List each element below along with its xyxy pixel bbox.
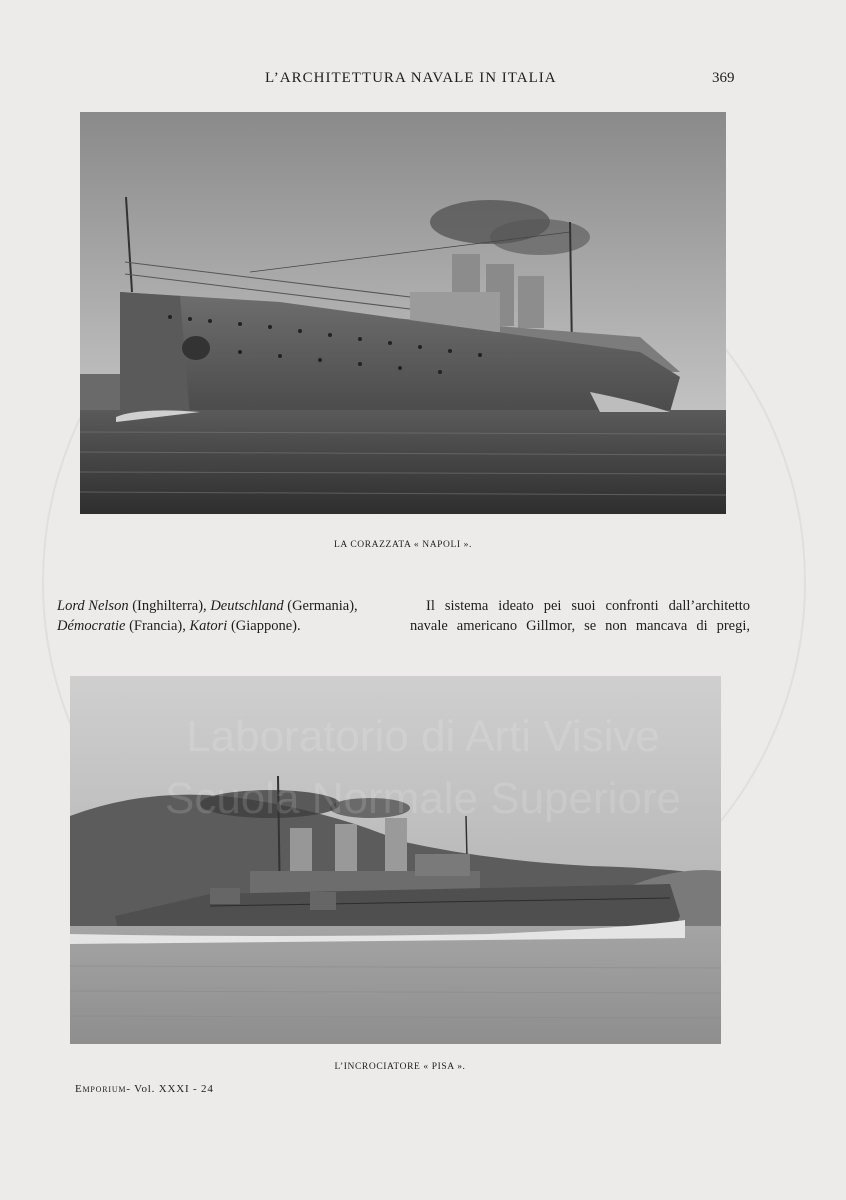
battleship-napoli-illustration bbox=[80, 112, 726, 514]
country: (Inghilterra), bbox=[128, 598, 211, 614]
figure-caption-napoli: LA CORAZZATA « NAPOLI ». bbox=[334, 540, 472, 550]
text-line: navale americano Gillmor, se non mancava di pregi, bbox=[410, 618, 750, 634]
volume-info: - Vol. XXXI - 24 bbox=[126, 1083, 214, 1095]
country: (Germania), bbox=[283, 598, 358, 614]
country: (Giappone). bbox=[227, 618, 301, 634]
ship-name: Deutschland bbox=[210, 598, 284, 614]
ship-name: Katori bbox=[189, 618, 228, 634]
ship-name: Démocratie bbox=[57, 618, 126, 634]
text-line bbox=[57, 616, 397, 636]
text-column-right bbox=[410, 596, 750, 636]
figure-caption-pisa: L’INCROCIATORE « PISA ». bbox=[334, 1062, 466, 1072]
text-column-left bbox=[57, 596, 397, 636]
photo-cruiser-pisa bbox=[70, 676, 721, 1044]
country: (Francia), bbox=[125, 618, 190, 634]
page-header bbox=[0, 68, 846, 92]
page-number: 369 bbox=[712, 70, 735, 86]
photo-battleship-napoli bbox=[80, 112, 726, 514]
text-line: Il sistema ideato pei suoi confronti dall’architetto bbox=[426, 598, 750, 614]
running-title: L’ARCHITETTURA NAVALE IN ITALIA bbox=[265, 70, 557, 86]
cruiser-pisa-illustration bbox=[70, 676, 721, 1044]
text-line bbox=[57, 596, 397, 616]
page-footer bbox=[75, 1083, 214, 1095]
ship-name: Lord Nelson bbox=[57, 598, 129, 614]
journal-name: Emporium bbox=[75, 1083, 127, 1095]
